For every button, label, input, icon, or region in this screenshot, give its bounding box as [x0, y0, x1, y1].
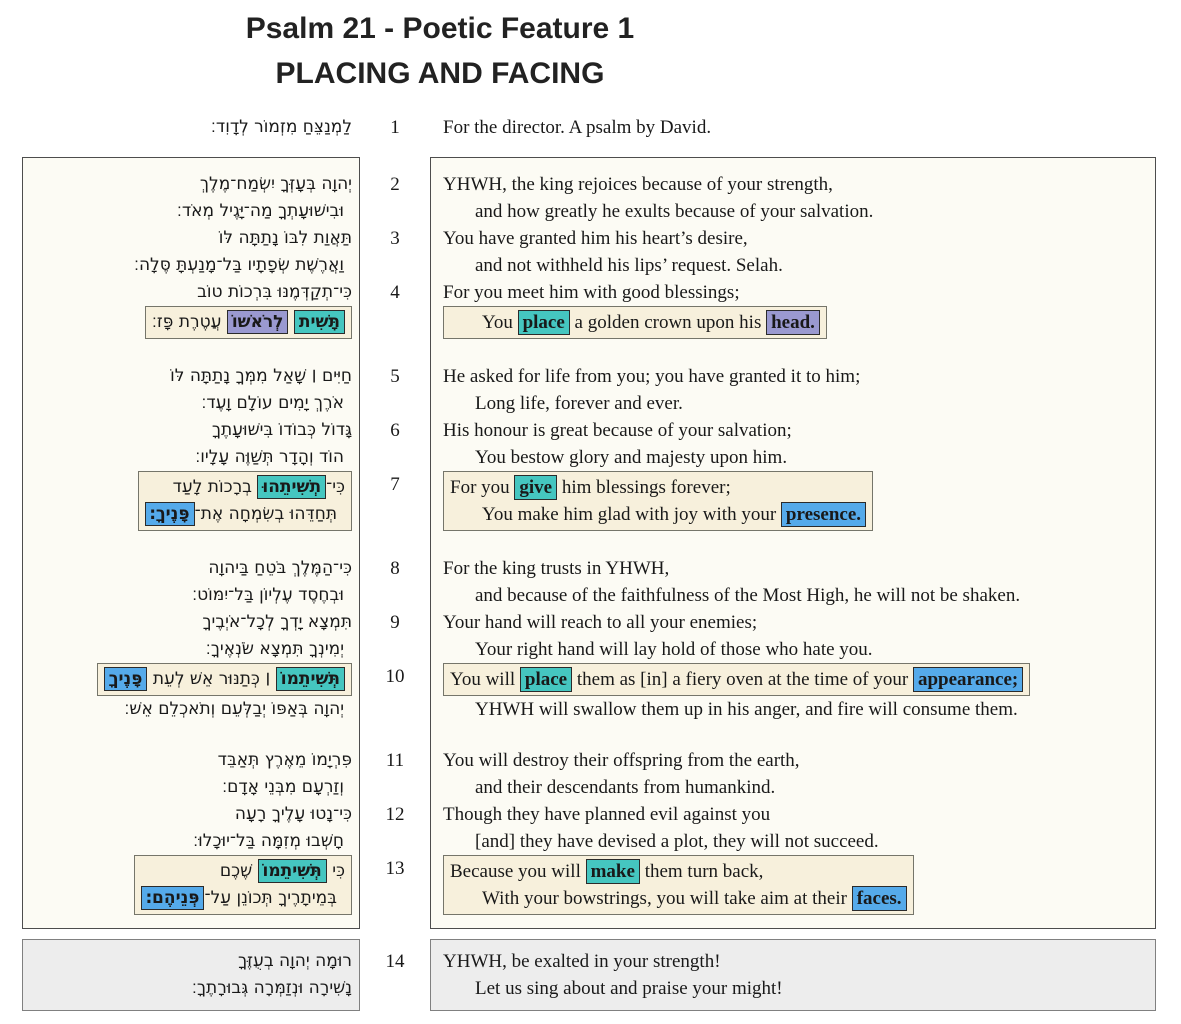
highlight-teal: תָּשִׁית [294, 310, 345, 334]
highlight-teal: make [586, 859, 640, 884]
highlight-teal: place [518, 310, 570, 335]
english-cell [430, 747, 1156, 801]
english-line: and not withheld his lips’ request. Selah. [475, 255, 783, 276]
highlight-teal: give [514, 475, 557, 500]
verse-row-4 [22, 279, 1156, 339]
hebrew-line: כִּי־הַמֶּלֶךְ בֹּטֵחַ בַּיהוָה [208, 558, 352, 578]
english-cell [430, 225, 1156, 279]
english-cell [430, 801, 1156, 855]
english-line: Because you will make them turn back, [450, 861, 764, 882]
verse-number: 8 [390, 558, 400, 579]
english-line: He asked for life from you; you have granted it to him; [443, 366, 861, 387]
english-cell [430, 663, 1156, 723]
hebrew-cell [22, 663, 360, 723]
highlight-blue: פָּנֶיךָ [104, 667, 148, 691]
verse-number: 10 [385, 666, 405, 687]
hebrew-line: תַּאֲוַת לִבּוֹ נָתַתָּה לּוֹ [218, 228, 352, 248]
hebrew-line: כִּי־תְקַדְּמֶנּוּ בִּרְכוֹת טוֹב [197, 282, 352, 302]
hebrew-cell [22, 747, 360, 801]
verse-row-2 [22, 171, 1156, 225]
english-cell [430, 363, 1156, 417]
highlight-line-box [138, 471, 352, 531]
hebrew-line: כִּי־תְשִׁיתֵהוּ בְרָכוֹת לָעַד [172, 477, 345, 497]
english-line: Though they have planned evil against you [443, 804, 771, 825]
english-line: YHWH will swallow them up in his anger, and fire will consume them. [475, 699, 1018, 720]
hebrew-line: תְּשִׁיתֵמוֹ ׀ כְּתַנּוּר אֵשׁ לְעֵת פָּנֶיךָ [104, 666, 345, 693]
hebrew-line: יְמִינְךָ תִּמְצָא שֹׂנְאֶיךָ׃ [205, 639, 344, 659]
hebrew-line: חַיִּים ׀ שָׁאַל מִמְּךָ נָתַתָּה לּוֹ [170, 366, 352, 386]
verses-2-13-section [22, 157, 1156, 929]
english-line: You bestow glory and majesty upon him. [475, 447, 788, 468]
english-cell [430, 417, 1156, 471]
verse-number: 3 [390, 228, 400, 249]
highlight-line-box [443, 306, 827, 339]
english-cell [430, 948, 1156, 1002]
english-line: You will destroy their offspring from the earth, [443, 750, 800, 771]
highlight-blue: faces. [852, 886, 907, 911]
verse-group-gap [22, 531, 1156, 555]
verse-14-section [22, 939, 1156, 1011]
hebrew-cell [22, 855, 360, 915]
title-block [22, 6, 858, 96]
english-line: Your right hand will lay hold of those who hate you. [475, 639, 873, 660]
english-line: Long life, forever and ever. [475, 393, 683, 414]
highlight-line-box [97, 663, 352, 696]
verse-row-7 [22, 471, 1156, 531]
english-line: [and] they have devised a plot, they will not succeed. [475, 831, 879, 852]
hebrew-cell [22, 471, 360, 531]
verse-1-section [22, 114, 1156, 141]
hebrew-cell [22, 114, 360, 141]
hebrew-cell [22, 225, 360, 279]
verse-row-5 [22, 363, 1156, 417]
highlight-line-box [134, 855, 352, 915]
hebrew-line: תְּחַדֵּהוּ בְשִׂמְחָה אֶת־פָּנֶיךָ׃ [145, 501, 337, 528]
english-cell [430, 279, 1156, 339]
verse-row-11 [22, 747, 1156, 801]
verse-number: 1 [390, 117, 400, 138]
hebrew-line: יְהוָה בְּאַפּוֹ יְבַלְּעֵם וְתֹאכְלֵם אֵשׁ׃ [124, 699, 344, 719]
verse-row-1 [22, 114, 1156, 141]
hebrew-line: כִּי־נָטוּ עָלֶיךָ רָעָה [234, 804, 352, 824]
english-line: and because of the faithfulness of the Most High, he will not be shaken. [475, 585, 1021, 606]
verse-row-10 [22, 663, 1156, 723]
hebrew-line: וְזַרְעָם מִבְּנֵי אָדָם׃ [222, 777, 344, 797]
verse-row-3 [22, 225, 1156, 279]
hebrew-line: תִּמְצָא יָדְךָ לְכָל־אֹיְבֶיךָ [202, 612, 352, 632]
hebrew-cell [22, 363, 360, 417]
highlight-blue: פְּנֵיהֶם׃ [141, 886, 205, 910]
hebrew-line: וּבְחֶסֶד עֶלְיוֹן בַּל־יִמּוֹט׃ [192, 585, 344, 605]
verse-number: 6 [390, 420, 400, 441]
english-cell [430, 555, 1156, 609]
highlight-line-box [443, 855, 914, 915]
english-line: Let us sing about and praise your might! [475, 978, 783, 999]
verse-row-8 [22, 555, 1156, 609]
verse-number: 2 [390, 174, 400, 195]
hebrew-line: רוּמָה יְהוָה בְעֻזֶּךָ [238, 951, 352, 971]
verse-number: 14 [385, 951, 405, 972]
hebrew-cell [22, 417, 360, 471]
page-title: Psalm 21 - Poetic Feature 1 [245, 12, 635, 45]
english-line: YHWH, the king rejoices because of your strength, [443, 174, 833, 195]
hebrew-cell [22, 948, 360, 1002]
english-line: His honour is great because of your salvation; [443, 420, 792, 441]
highlight-blue: פָּנֶיךָ׃ [145, 502, 195, 526]
highlight-line-box [443, 471, 873, 531]
verse-number: 11 [385, 750, 405, 771]
english-line: For the king trusts in YHWH, [443, 558, 670, 579]
verse-row-14 [22, 948, 1156, 1002]
english-line: and their descendants from humankind. [475, 777, 776, 798]
verse-row-9 [22, 609, 1156, 663]
page-subtitle: PLACING AND FACING [275, 57, 605, 90]
verse-number: 12 [385, 804, 405, 825]
hebrew-line: יְהוָה בְּעָזְּךָ יִשְׂמַח־מֶלֶךְ [199, 174, 352, 194]
hebrew-line: לַמְנַצֵּחַ מִזְמוֹר לְדָוִד׃ [210, 117, 352, 137]
verse-group-gap [22, 339, 1156, 363]
hebrew-line: הוֹד וְהָדָר תְּשַׁוֶּה עָלָיו׃ [195, 447, 344, 467]
english-line: With your bowstrings, you will take aim at their faces. [482, 885, 907, 912]
verse-number: 9 [390, 612, 400, 633]
hebrew-line: תָּשִׁית לְרֹאשׁוֹ עֲטֶרֶת פָּז׃ [152, 309, 345, 336]
highlight-line-box [145, 306, 352, 339]
hebrew-line: גָּדוֹל כְּבוֹדוֹ בִּישׁוּעָתֶךָ [211, 420, 352, 440]
english-line: You have granted him his heart’s desire, [443, 228, 748, 249]
verse-row-13 [22, 855, 1156, 915]
english-line: and how greatly he exults because of your salvation. [475, 201, 874, 222]
hebrew-line: וּבִישׁוּעָתְךָ מַה־יָּגֶיל מְאֹד׃ [176, 201, 344, 221]
verse-number: 5 [390, 366, 400, 387]
english-line: YHWH, be exalted in your strength! [443, 951, 721, 972]
hebrew-cell [22, 801, 360, 855]
english-cell [430, 471, 1156, 531]
highlight-teal: place [520, 667, 572, 692]
highlight-line-box [443, 663, 1030, 696]
verse-number: 4 [390, 282, 400, 303]
hebrew-line: וַאֲרֶשֶׁת שְׂפָתָיו בַּל־מָנַעְתָּ סֶּלָה׃ [133, 255, 344, 275]
english-cell [430, 855, 1156, 915]
english-cell [430, 171, 1156, 225]
hebrew-line: בְּמֵיתָרֶיךָ תְּכוֹנֵן עַל־פְּנֵיהֶם׃ [141, 885, 337, 912]
english-line: For the director. A psalm by David. [443, 117, 712, 138]
hebrew-line: כִּי תְּשִׁיתֵמוֹ שֶׁכֶם [219, 861, 345, 881]
verse-number: 13 [385, 858, 405, 879]
english-cell [430, 114, 1156, 141]
hebrew-line: נָשִׁירָה וּנְזַמְּרָה גְּבוּרָתֶךָ׃ [191, 978, 352, 998]
verse-row-6 [22, 417, 1156, 471]
english-cell [430, 609, 1156, 663]
highlight-teal: תְּשִׁיתֵמוֹ [258, 859, 327, 883]
highlight-lavender: head. [766, 310, 820, 335]
highlight-lavender: לְרֹאשׁוֹ [227, 310, 289, 334]
highlight-teal: תְשִׁיתֵהוּ [257, 475, 326, 499]
hebrew-line: חָשְׁבוּ מְזִמָּה בַּל־יוּכָלוּ׃ [193, 831, 344, 851]
highlight-teal: תְּשִׁיתֵמוֹ [276, 667, 345, 691]
hebrew-cell [22, 171, 360, 225]
verse-group-gap [22, 723, 1156, 747]
hebrew-cell [22, 555, 360, 609]
highlight-blue: presence. [781, 502, 866, 527]
hebrew-cell [22, 609, 360, 663]
highlight-blue: appearance; [913, 667, 1023, 692]
verse-number: 7 [390, 474, 400, 495]
hebrew-line: פִּרְיָמוֹ מֵאֶרֶץ תְּאַבֵּד [217, 750, 352, 770]
psalm-layout [22, 114, 1156, 1011]
english-line: You make him glad with joy with your presence. [482, 501, 866, 528]
english-line: You place a golden crown upon his head. [482, 309, 820, 336]
english-line: You will place them as [in] a fiery oven at the time of your appearance; [450, 666, 1023, 693]
english-line: For you give him blessings forever; [450, 477, 731, 498]
hebrew-cell [22, 279, 360, 339]
english-line: For you meet him with good blessings; [443, 282, 740, 303]
english-line: Your hand will reach to all your enemies; [443, 612, 758, 633]
hebrew-line: אֹרֶךְ יָמִים עוֹלָם וָעֶד׃ [201, 393, 344, 413]
verse-row-12 [22, 801, 1156, 855]
